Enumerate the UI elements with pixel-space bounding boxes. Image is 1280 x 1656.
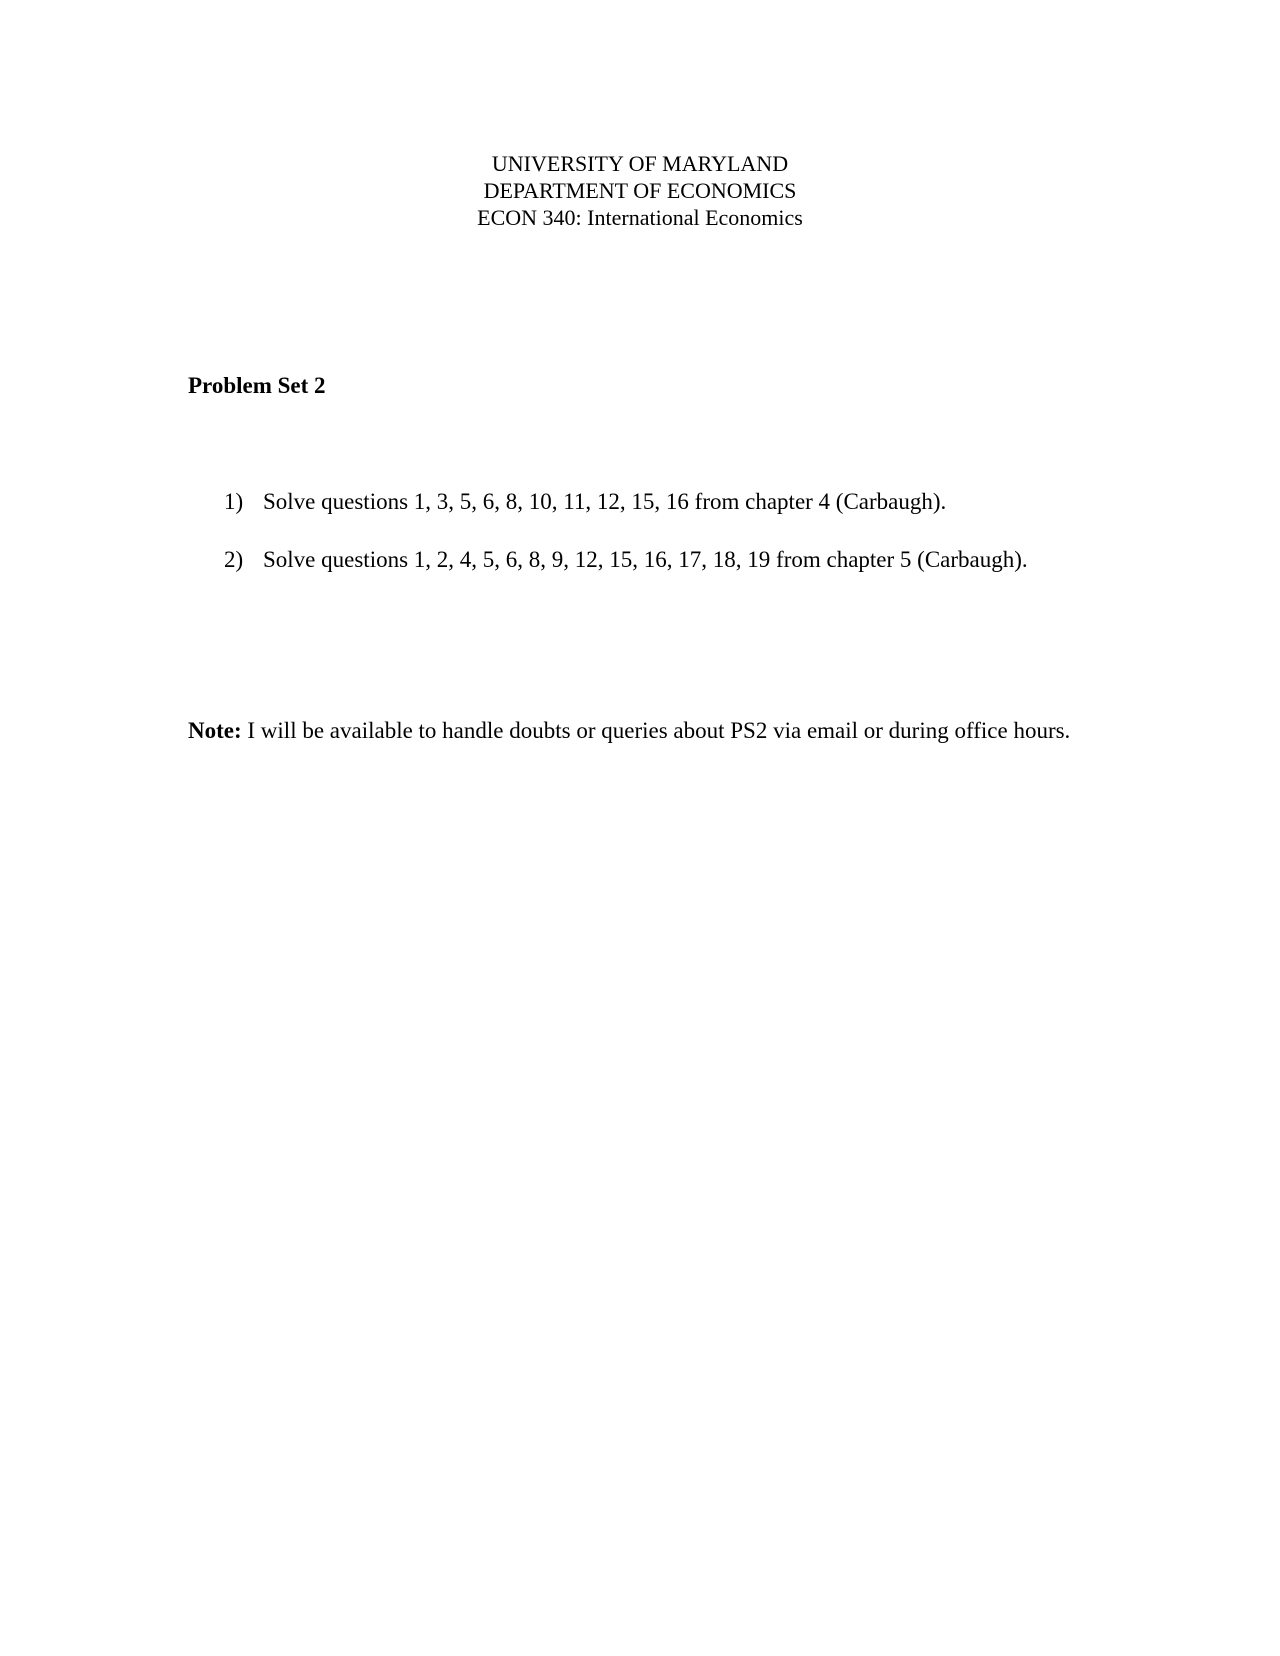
note-label: Note: xyxy=(188,718,242,743)
question-item xyxy=(188,545,1088,574)
note-text: I will be available to handle doubts or queries about PS2 via email or during office hours. xyxy=(247,718,1071,743)
course-title: ECON 340: International Economics xyxy=(477,205,803,230)
problem-set-title: Problem Set 2 xyxy=(188,373,326,398)
note-paragraph xyxy=(188,716,1088,745)
question-item xyxy=(188,487,1088,516)
question-text: Solve questions 1, 2, 4, 5, 6, 8, 9, 12, 15, 16, 17, 18, 19 from chapter 5 (Carbaugh). xyxy=(263,547,1028,572)
question-number: 2) xyxy=(224,547,244,572)
document-header xyxy=(0,150,1280,231)
question-number: 1) xyxy=(224,489,244,514)
university-name: UNIVERSITY OF MARYLAND xyxy=(491,151,789,176)
department-name: DEPARTMENT OF ECONOMICS xyxy=(483,178,797,203)
question-list xyxy=(188,487,1088,574)
question-text: Solve questions 1, 3, 5, 6, 8, 10, 11, 12, 15, 16 from chapter 4 (Carbaugh). xyxy=(263,489,947,514)
